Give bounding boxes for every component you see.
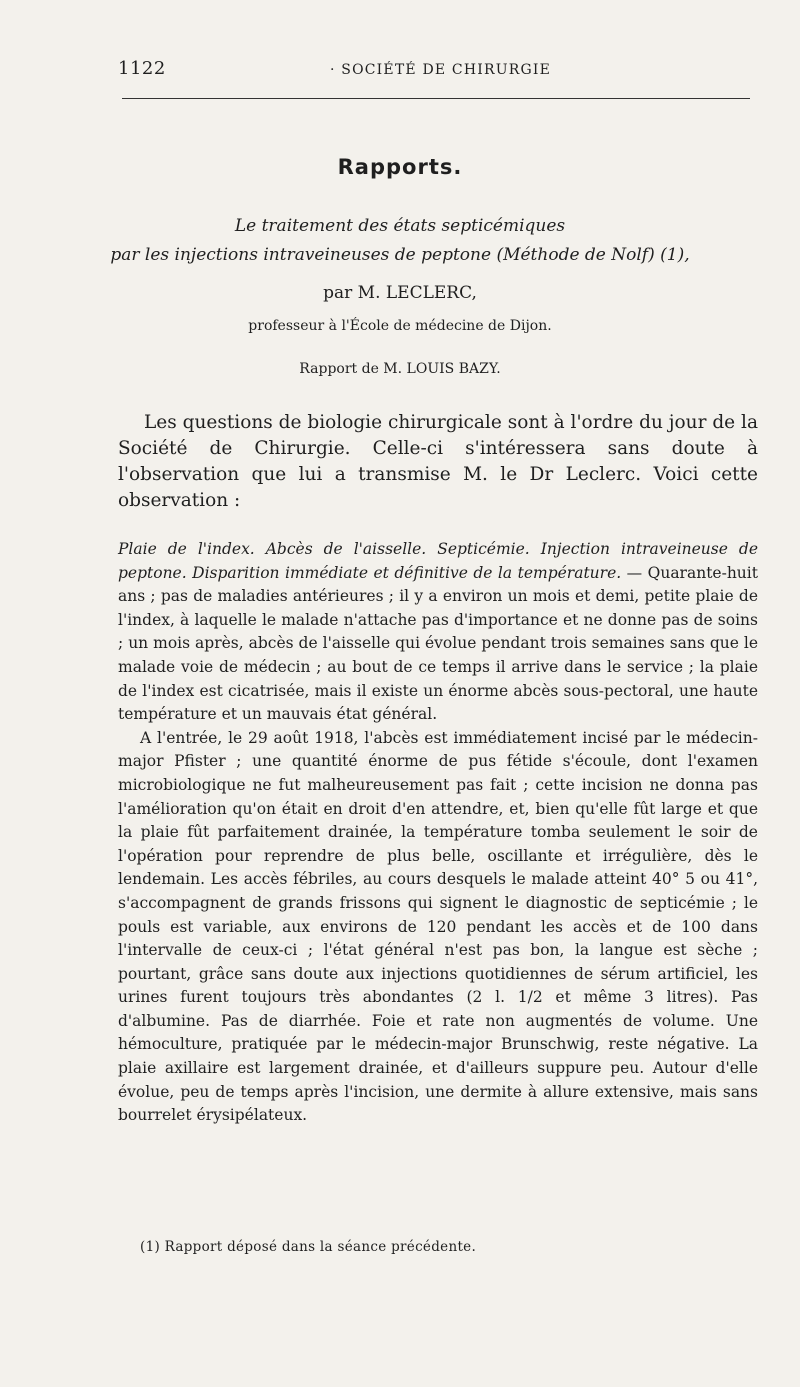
page-header [0, 56, 800, 88]
running-head: · SOCIÉTÉ DE CHIRURGIE [330, 62, 551, 78]
author-affiliation: professeur à l'École de médecine de Dijon. [248, 318, 552, 334]
observation-text-1: — Quarante-huit ans ; pas de maladies antérieures ; il y a environ un mois et demi, petite plaie de l'index, à laquelle le malade n'attache pas d'importance et ne donne pas de soins ; un mois après, abcès de l'aisselle qui évolue pendant trois semaines sans que le malade voie de médecin ; au bout de ce temps il arrive dans le service ; la plaie de l'index est cicatrisée, mais il existe un énorme abcès sous-pectoral, une haute température et un mauvais état général. [118, 563, 758, 724]
intro-paragraph: Les questions de biologie chirurgicale sont à l'ordre du jour de la Société de Chirurgie. Celle-ci s'intéressera sans doute à l'observation que lui a transmise M. le Dr Leclerc. Voici cette observation : [118, 412, 758, 511]
article-author: par M. LECLERC, [323, 283, 477, 303]
observation-paragraph-2: A l'entrée, le 29 août 1918, l'abcès est immédiatement incisé par le médecin-major Pfister ; une quantité énorme de pus fétide s'écoule, dont l'examen microbiologique ne fut malheureusement pas fait ; cette incision ne donna pas l'amélioration qu'on était en droit d'en attendre, et, bien qu'elle fût large et que la plaie fût parfaitement drainée, la température tomba seulement le soir de l'opération pour reprendre de plus belle, oscillante et irrégulière, dès le lendemain. Les accès fébriles, au cours desquels le malade atteint 40° 5 ou 41°, s'accompagnent de grands frissons qui signent le diagnostic de septicémie ; le pouls est variable, aux environs de 120 pendant les accès et de 100 dans l'intervalle de ceux-ci ; l'état général n'est pas bon, la langue est sèche ; pourtant, grâce sans doute aux injections quotidiennes de sérum artificiel, les urines furent toujours très abondantes (2 l. 1/2 et même 3 litres). Pas d'albumine. Pas de diarrhée. Foie et rate non augmentés de volume. Une hémoculture, pratiquée par le médecin-major Brunschwig, reste négative. La plaie axillaire est largement drainée, et d'ailleurs suppure peu. Autour d'elle évolue, peu de temps après l'incision, une dermite à allure extensive, mais sans bourrelet érysipélateux. [118, 728, 758, 1125]
footnote: (1) Rapport déposé dans la séance précédente. [140, 1239, 477, 1255]
observation-block [118, 538, 758, 1128]
section-title: Rapports. [337, 155, 463, 179]
article-title-line-2: par les injections intraveineuses de peptone (Méthode de Nolf) (1), [110, 245, 690, 265]
observation-title: Plaie de l'index. Abcès de l'aisselle. Septicémie. Injection intraveineuse de peptone. Disparition immédiate et définitive de la température. [118, 540, 758, 582]
rapporteur-line: Rapport de M. LOUIS BAZY. [299, 361, 501, 377]
header-rule [122, 98, 750, 99]
observation-paragraph-1 [118, 538, 758, 727]
page-number: 1122 [118, 58, 166, 79]
article-title-line-1: Le traitement des états septicémiques [234, 216, 566, 236]
